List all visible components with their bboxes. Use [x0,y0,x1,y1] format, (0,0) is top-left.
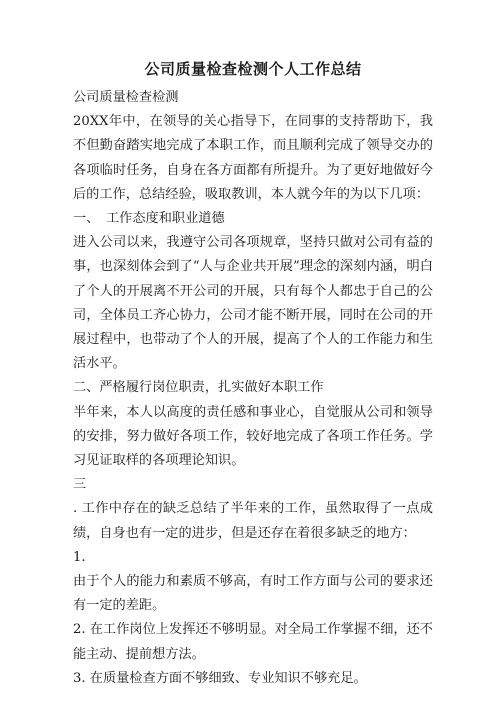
list-item-3: 3. 在质量检查方面不够细致、专业知识不够充足。 [73,670,367,686]
section-heading-2: 二、严格履行岗位职责，扎实做好本职工作 [73,380,324,396]
list-number-1: 1. [73,549,86,565]
section-2-paragraph: 半年来，本人以高度的责任感和事业心，自觉服从公司和领导的安排，努力做好各项工作，较好地完成了各项工作任务。学习见证取样的各项理论知识。 [73,404,433,469]
section-1-paragraph: 进入公司以来，我遵守公司各项规章，坚持只做对公司有益的事，也深刻体会到了“人与企业共开展”理念的深刻内涵，明白了个人的开展离不开公司的开展，只有每个人都忠于自己的公司，全体员工齐心协力，公司才能不断开展，同时在公司的开展过程中，也带动了个人的开展，提高了个人的工作能力和生活水平。 [73,235,433,372]
section-heading-1: 一、 工作态度和职业道德 [73,211,225,227]
list-item-2: 2. 在工作岗位上发挥还不够明显。对全局工作掌握不细，还不能主动、提前想方法。 [73,622,433,662]
section-heading-3: 三 [73,477,87,493]
section-3-paragraph: . 工作中存在的缺乏总结了半年来的工作，虽然取得了一点成绩，自身也有一定的进步，但是还存在着很多缺乏的地方： [73,501,433,541]
subtitle-line: 公司质量检查检测 [73,90,179,105]
document-title: 公司质量检查检测个人工作总结 [144,60,362,78]
intro-paragraph: 20XX年中，在领导的关心指导下，在同事的支持帮助下，我不但勤奋踏实地完成了本职工作，而且顺利完成了领导交办的各项临时任务，自身在各方面都有所提升。为了更好地做好今后的工作，总结经验，吸取教训，本人就今年的为以下几项： [73,114,433,202]
list-item-1: 由于个人的能力和素质不够高，有时工作方面与公司的要求还有一定的差距。 [73,574,433,614]
document-page [73,58,433,691]
